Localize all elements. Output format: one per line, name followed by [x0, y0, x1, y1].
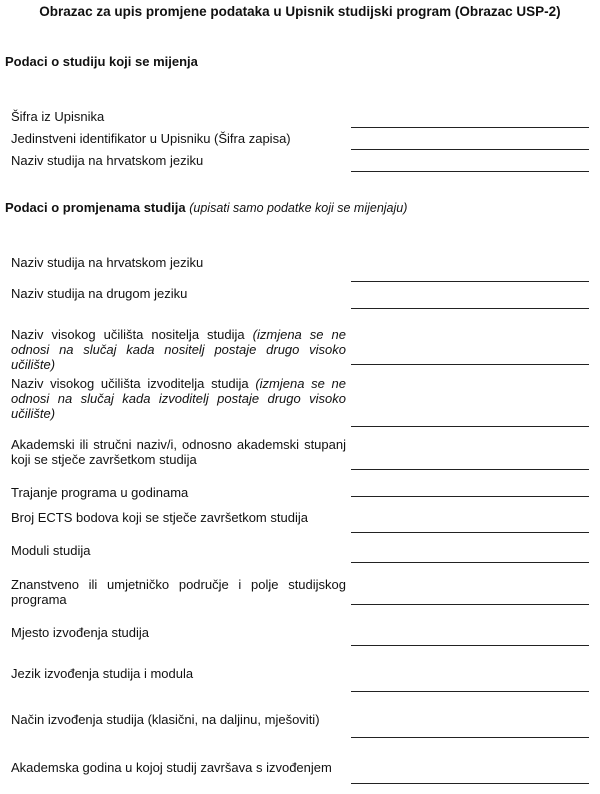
field-label-institution-performer-text: Naziv visokog učilišta izvoditelja studija	[11, 376, 249, 391]
field-input-final-academic-year[interactable]	[351, 783, 589, 784]
field-input-study-mode[interactable]	[351, 737, 589, 738]
field-label-institution-holder-text: Naziv visokog učilišta nositelja studija	[11, 327, 245, 342]
field-input-program-duration[interactable]	[351, 496, 589, 497]
section-heading-changes	[5, 200, 407, 216]
field-input-unique-identifier[interactable]	[351, 149, 589, 150]
field-label-institution-holder-note: (izmjena se ne odnosi na slučaj kada nositelj postaje drugo visoko učilište)	[11, 327, 346, 372]
field-label-institution-performer	[11, 376, 346, 421]
field-input-study-name-croatian[interactable]	[351, 171, 589, 172]
field-input-study-modules[interactable]	[351, 562, 589, 563]
field-label-institution-performer-note: (izmjena se ne odnosi na slučaj kada izvoditelj postaje drugo visoko učilište)	[11, 376, 346, 421]
field-label-registry-code: Šifra iz Upisnika	[11, 109, 105, 124]
field-label-study-location: Mjesto izvođenja studija	[11, 625, 150, 640]
field-input-study-name-other-language[interactable]	[351, 308, 589, 309]
field-input-academic-title[interactable]	[351, 469, 589, 470]
field-label-final-academic-year: Akademska godina u kojoj studij završava s izvođenjem	[11, 760, 332, 775]
field-label-unique-identifier: Jedinstveni identifikator u Upisniku (Šifra zapisa)	[11, 131, 291, 146]
field-input-institution-performer[interactable]	[351, 426, 589, 427]
form-title: Obrazac za upis promjene podataka u Upisnik studijski program (Obrazac USP-2)	[39, 4, 561, 19]
field-input-registry-code[interactable]	[351, 127, 589, 128]
field-label-study-mode: Način izvođenja studija (klasični, na daljinu, mješoviti)	[11, 712, 320, 727]
field-label-study-modules: Moduli studija	[11, 543, 91, 558]
field-input-study-location[interactable]	[351, 645, 589, 646]
field-label-scientific-field: Znanstveno ili umjetničko područje i polje studijskog programa	[11, 577, 346, 607]
section-heading-changes-note: (upisati samo podatke koji se mijenjaju)	[189, 201, 408, 215]
field-input-study-language[interactable]	[351, 691, 589, 692]
field-label-institution-holder	[11, 327, 346, 372]
section-heading-study: Podaci o studiju koji se mijenja	[5, 54, 198, 69]
field-label-academic-title: Akademski ili stručni naziv/i, odnosno akademski stupanj koji se stječe završetkom studija	[11, 437, 346, 467]
field-input-scientific-field[interactable]	[351, 604, 589, 605]
field-input-new-study-name-croatian[interactable]	[351, 281, 589, 282]
field-input-ects-credits[interactable]	[351, 532, 589, 533]
field-label-study-name-croatian: Naziv studija na hrvatskom jeziku	[11, 153, 204, 168]
field-label-program-duration: Trajanje programa u godinama	[11, 485, 189, 500]
field-label-study-language: Jezik izvođenja studija i modula	[11, 666, 194, 681]
field-label-ects-credits: Broj ECTS bodova koji se stječe završetkom studija	[11, 510, 308, 525]
section-heading-changes-text: Podaci o promjenama studija	[5, 200, 186, 215]
field-input-institution-holder[interactable]	[351, 364, 589, 365]
field-label-new-study-name-croatian: Naziv studija na hrvatskom jeziku	[11, 255, 204, 270]
field-label-study-name-other-language: Naziv studija na drugom jeziku	[11, 286, 188, 301]
